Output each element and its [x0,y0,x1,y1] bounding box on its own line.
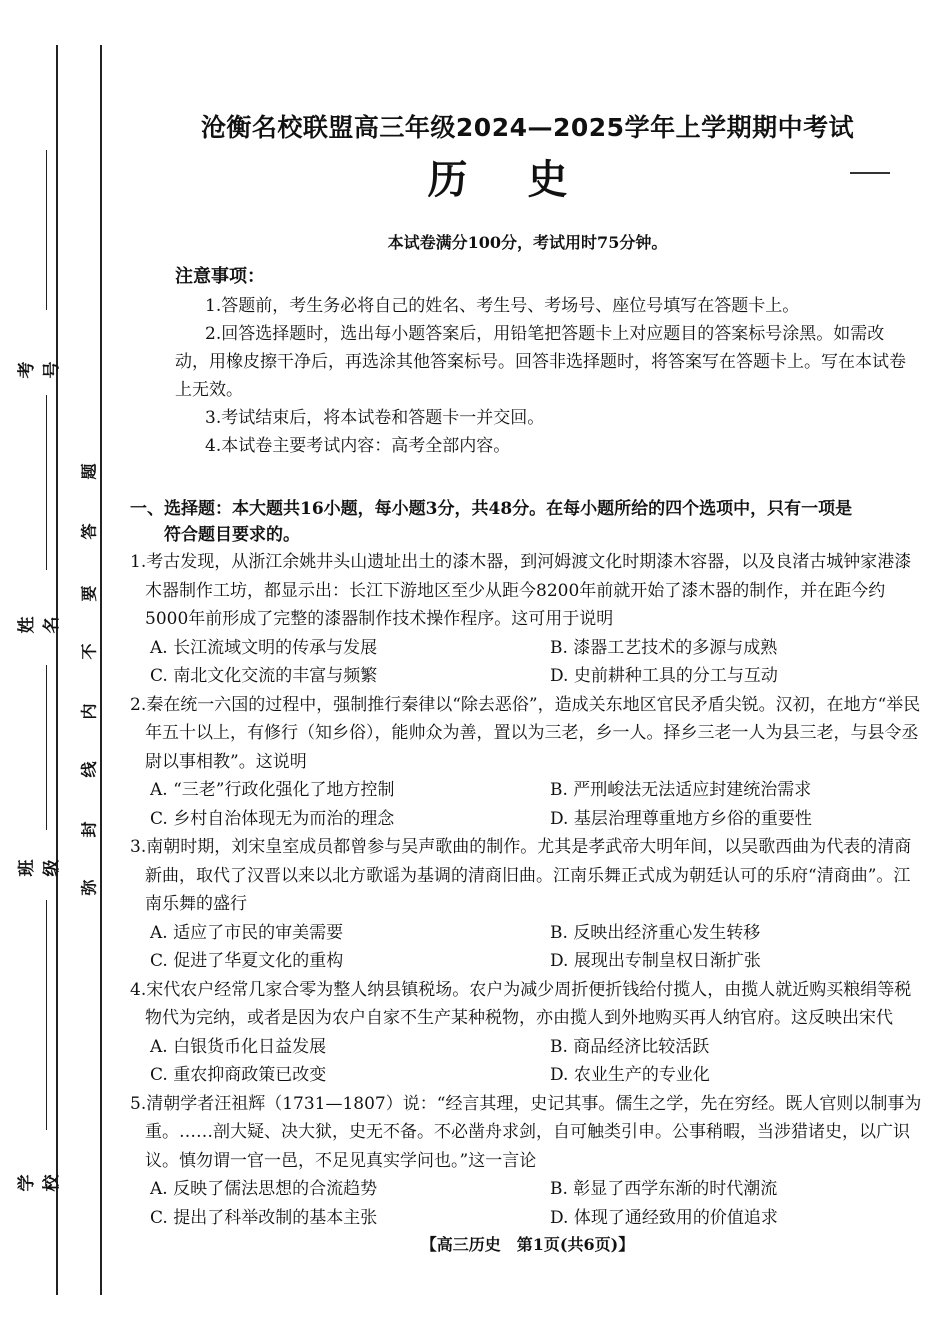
notice-item: 2.回答选择题时，选出每小题答案后，用铅笔把答题卡上对应题目的答案标号涂黑。如需改动，用橡皮擦干净后，再选涂其他答案标号。回答非选择题时，将答案写在答题卡上。写在本试卷上无效。 [175,324,906,400]
exam-number-line[interactable] [46,150,47,310]
binding-margin [0,0,110,1343]
option-d[interactable]: D. 史前耕种工具的分工与互动 [550,666,778,686]
question-5 [130,1090,925,1233]
option-c[interactable]: C. 重农抑商政策已改变 [150,1065,327,1085]
option-d[interactable]: D. 基层治理尊重地方乡俗的重要性 [550,808,812,829]
option-c[interactable]: C. 提出了科举改制的基本主张 [150,1207,378,1228]
question-list [130,548,925,1232]
name-line[interactable] [46,395,47,570]
seal-char: 封 [79,821,99,838]
option-a[interactable]: A. 长江流域文明的传承与发展 [150,637,378,658]
seal-char: 不 [79,643,99,660]
question-stem: 5.清朝学者汪祖辉（1731—1807）说：“经言其理，史记其事。儒生之学，先在穷经。既人官则以制事为重。……剖大疑、决大狱，史无不备。不必凿舟求剑，自可触类引申。公事稍暇，当涉猎诸史，以广识议。慎勿谓一官一邑，不足见真实学问也。”这一言论 [130,1093,922,1171]
option-b[interactable]: B. 严刑峻法无法适应封建统治需求 [550,780,812,800]
page-footer: 【高三历史 第1页(共6页)】 [420,1235,635,1254]
option-b[interactable]: B. 商品经济比较活跃 [550,1036,710,1057]
seal-char: 弥 [79,879,99,896]
seal-char: 要 [79,585,99,602]
binding-line-inner [100,45,102,1295]
class-line[interactable] [46,665,47,830]
exam-info: 本试卷满分100分，考试用时75分钟。 [387,233,668,252]
option-b[interactable]: B. 反映出经济重心发生转移 [550,922,761,943]
school-line[interactable] [46,900,47,1130]
divider [850,172,890,174]
option-a[interactable]: A. 白银货币化日益发展 [150,1036,327,1057]
question-4 [130,976,925,1090]
question-stem: 2.秦在统一六国的过程中，强制推行秦律以“除去恶俗”，造成关东地区官民矛盾尖锐。汉初，在地方“举民年五十以上，有修行（知乡俗），能帅众为善，置以为三老，乡一人。择乡三老一人为县三老，与县令丞尉以事相教”。这说明 [130,694,921,772]
question-2 [130,691,925,834]
question-stem: 3.南朝时期，刘宋皇室成员都曾参与吴声歌曲的制作。尤其是孝武帝大明年间，以吴歌西曲为代表的清商新曲，取代了汉晋以来以北方歌谣为基调的清商旧曲。江南乐舞正式成为朝廷认可的乐府“清商曲”。江南乐舞的盛行 [130,837,912,914]
option-c[interactable]: C. 促进了华夏文化的重构 [150,951,344,971]
question-1 [130,548,925,691]
seal-char: 答 [79,523,99,540]
notice-list [175,292,910,460]
seal-char: 题 [79,463,99,480]
seal-char: 内 [79,703,99,720]
option-d[interactable]: D. 体现了通经致用的价值追求 [550,1207,778,1228]
subject-title: 历史 [427,157,628,203]
question-stem: 1.考古发现，从浙江余姚井头山遗址出土的漆木器，到河姆渡文化时期漆木容器，以及良渚古城钟家港漆木器制作工坊，都显示出：长江下游地区至少从距今8200年前就开始了漆木器的制作，并在距今约5000年前形成了完整的漆器制作技术操作程序。这可用于说明 [130,552,912,629]
class-label: 班级 [17,859,62,877]
notice-item: 4.本试卷主要考试内容：高考全部内容。 [205,436,511,456]
binding-line-outer [56,45,58,1295]
notice-item: 1.答题前，考生务必将自己的姓名、考生号、考场号、座位号填写在答题卡上。 [205,296,800,316]
exam-title: 沧衡名校联盟高三年级2024—2025学年上学期期中考试 [200,113,855,142]
option-a[interactable]: A. 适应了市民的审美需要 [150,922,344,943]
option-d[interactable]: D. 展现出专制皇权日渐扩张 [550,951,761,971]
notice-item: 3.考试结束后，将本试卷和答题卡一并交回。 [205,408,545,428]
option-d[interactable]: D. 农业生产的专业化 [550,1065,710,1085]
notice-heading: 注意事项： [175,266,265,287]
question-stem: 4.宋代农户经常几家合零为整人纳县镇税场。农户为减少周折便折钱给付揽人，由揽人就近购买粮绢等税物代为完纳，或者是因为农户自家不生产某种税物，亦由揽人到外地购买再人纳官府。这反映出宋代 [130,979,912,1028]
option-b[interactable]: B. 彰显了西学东渐的时代潮流 [550,1179,778,1199]
section-heading [130,496,925,548]
seal-char: 线 [79,761,99,778]
option-b[interactable]: B. 漆器工艺技术的多源与成熟 [550,637,778,658]
option-a[interactable]: A. “三老”行政化强化了地方控制 [150,780,395,800]
question-3 [130,833,925,976]
option-c[interactable]: C. 南北文化交流的丰富与频繁 [150,666,378,686]
school-label: 学校 [17,1174,62,1192]
name-label: 姓名 [17,616,62,634]
option-c[interactable]: C. 乡村自治体现无为而治的理念 [150,808,395,829]
option-a[interactable]: A. 反映了儒法思想的合流趋势 [150,1179,378,1199]
exam-number-label: 考号 [17,361,62,379]
section-title: 一、选择题：本大题共16小题，每小题3分，共48分。在每小题所给的四个选项中，只有一项是 [130,499,853,519]
section-title-cont: 符合题目要求的。 [164,525,300,545]
